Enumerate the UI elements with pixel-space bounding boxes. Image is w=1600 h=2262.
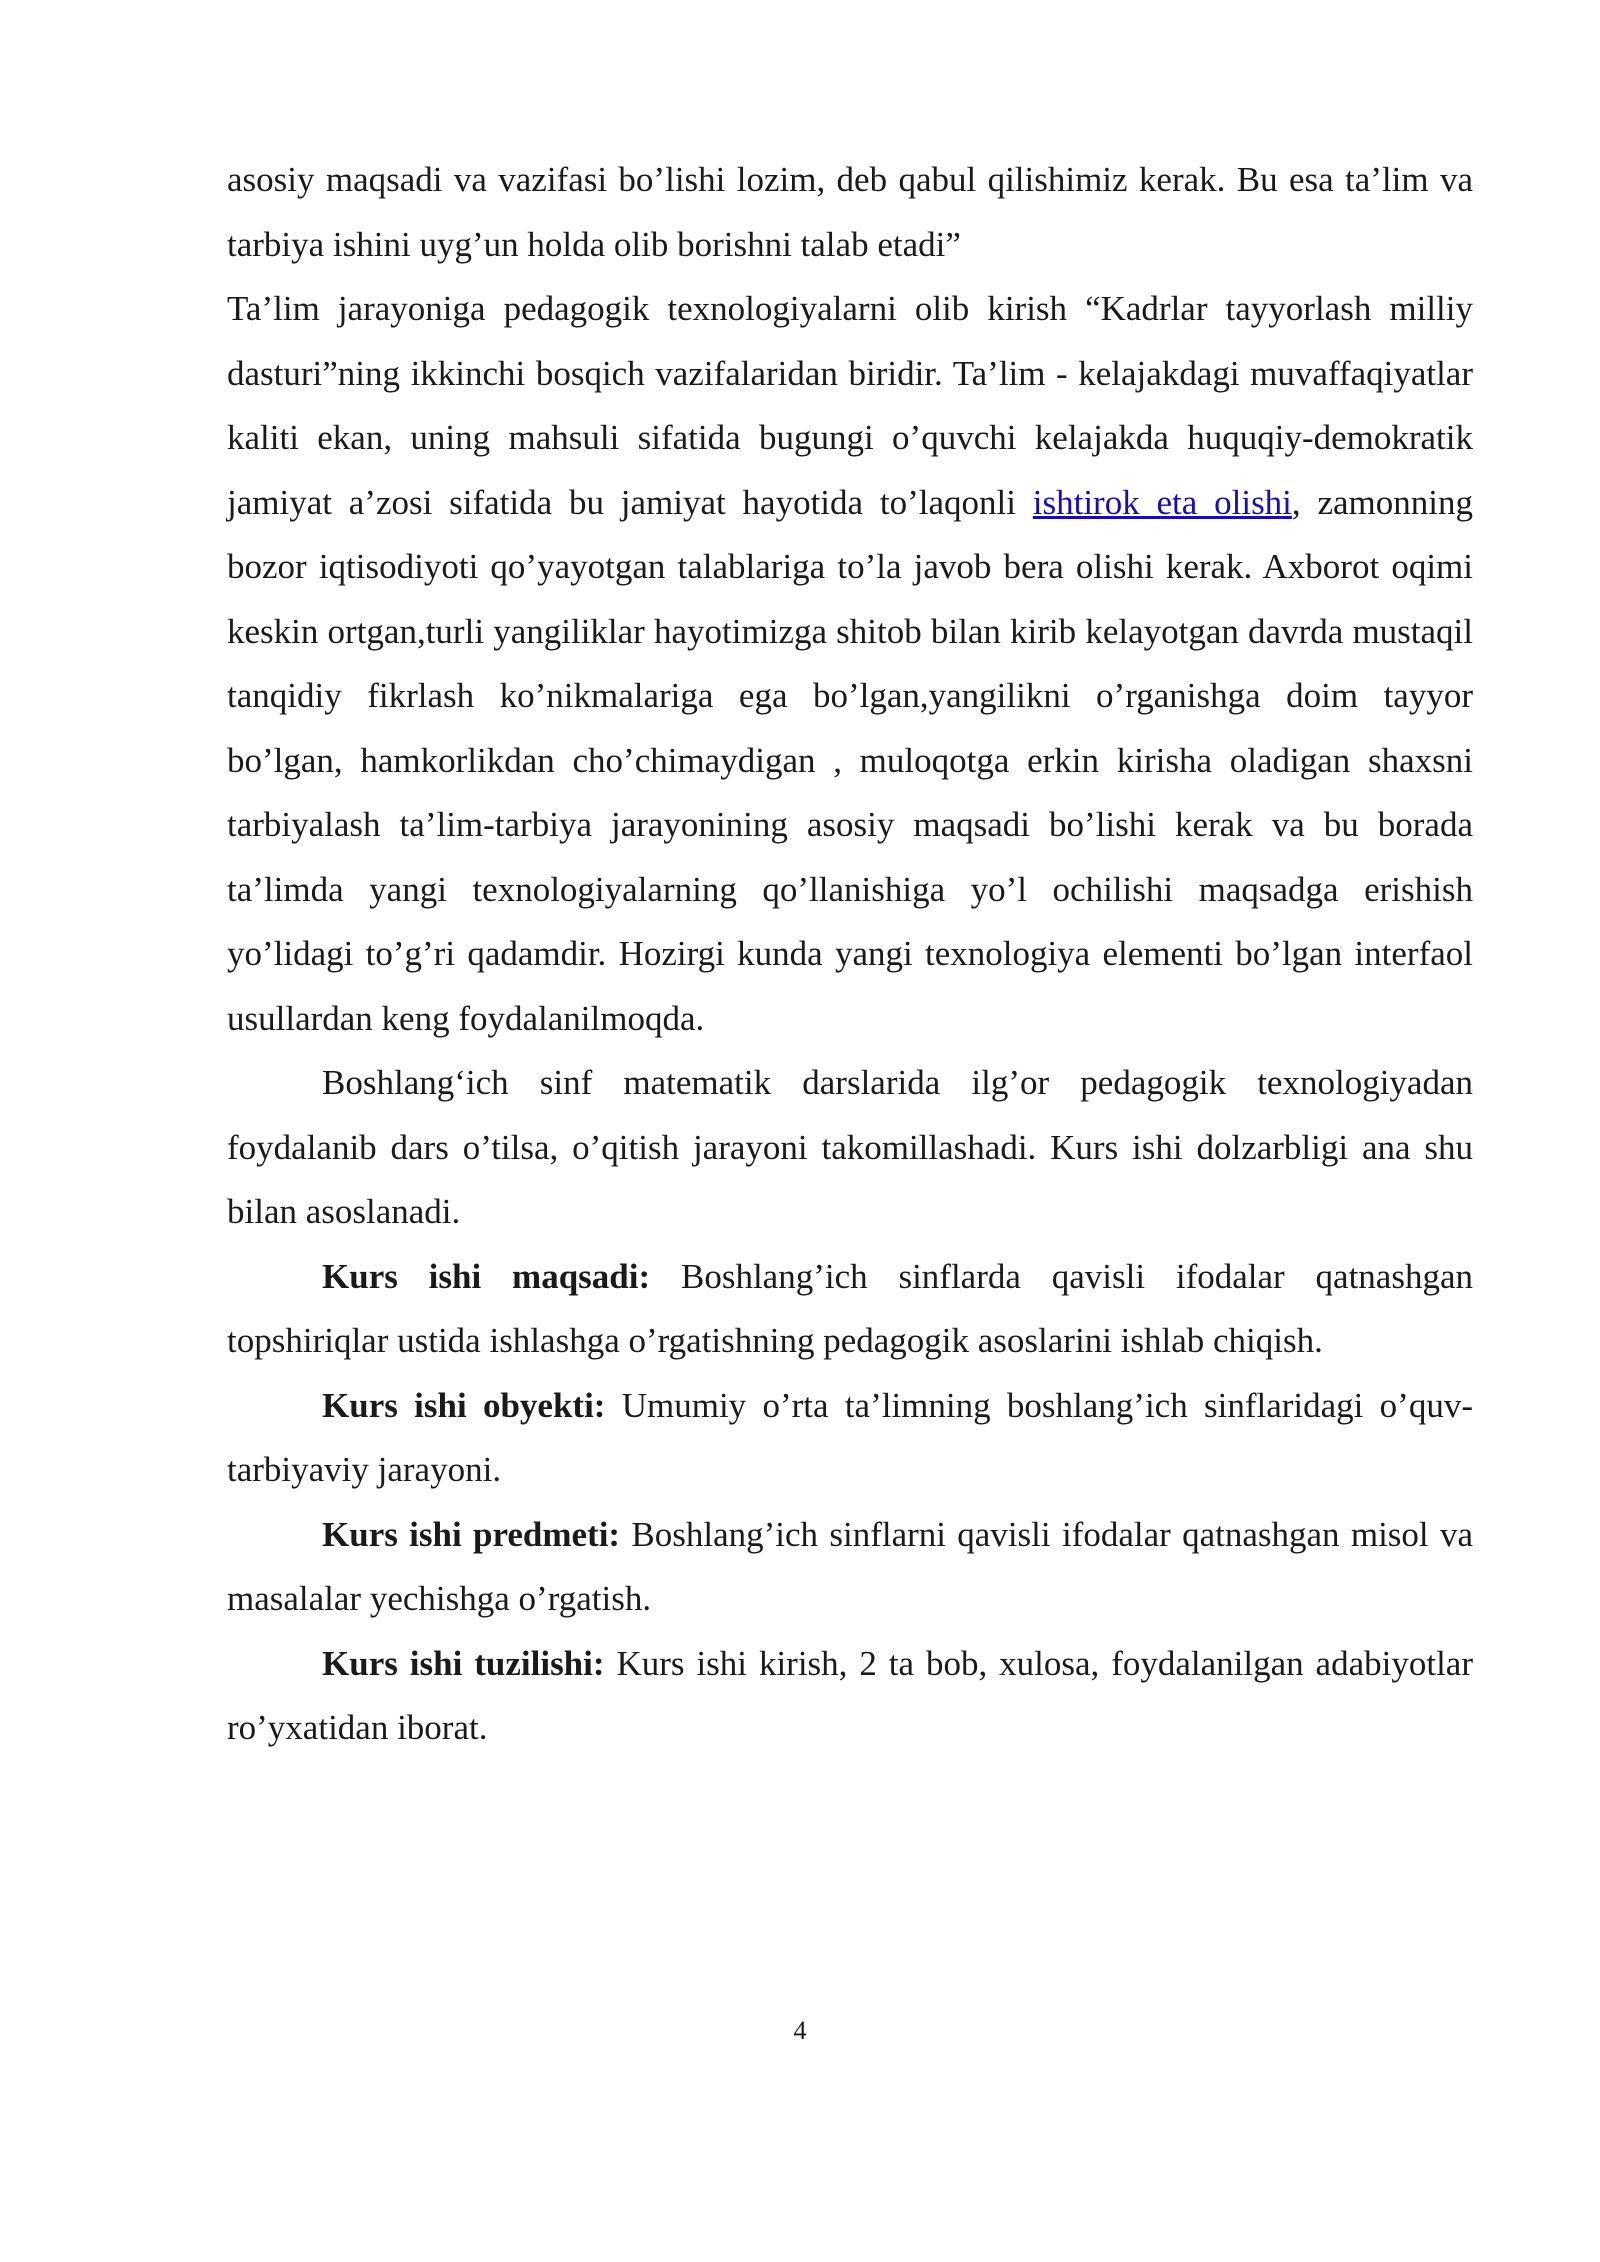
- section-object: [227, 1374, 1473, 1503]
- section-structure-label: Kurs ishi tuzilishi:: [322, 1643, 605, 1683]
- section-structure-text: Kurs ishi kirish, 2 ta bob, xulosa, foydalanilgan adabiyotlar ro’yxatidan iborat.: [227, 1643, 1473, 1747]
- paragraph-text-before-link: Ta’lim jarayoniga pedagogik texnologiyalarni olib kirish “Kadrlar tayyorlash milliy dasturi”ning ikkinchi bosqich vazifalaridan biridir. Ta’lim - kelajakdagi muvaffaqiyatlar kaliti ekan, uning mahsuli sifatida bugungi o’quvchi kelajakda huquqiy-demokratik jamiyat a’zosi sifatida bu jamiyat hayotida to’laqonli: [227, 289, 1473, 522]
- section-subject-text: Boshlang’ich sinflarni qavisli ifodalar qatnashgan misol va masalalar yechishga o’rgatish.: [227, 1514, 1473, 1618]
- paragraph-intro-continuation: asosiy maqsadi va vazifasi bo’lishi lozim, deb qabul qilishimiz kerak. Bu esa ta’lim va tarbiya ishini uyg’un holda olib borishni talab etadi”: [227, 160, 1473, 264]
- document-page: [227, 148, 1473, 1761]
- paragraph-pedagogical-technologies: [227, 277, 1473, 1051]
- paragraph-text-after-link: , zamonning bozor iqtisodiyoti qo’yayotgan talablariga to’la javob bera olishi kerak. Axborot oqimi keskin ortgan,turli yangiliklar hayotimizga shitob bilan kirib kelayotgan davrda mustaqil tanqidiy fikrlash ko’nikmalariga ega bo’lgan,yangilikni o’rganishga doim tayyor bo’lgan, hamkorlikdan cho’chimaydigan , muloqotga erkin kirisha oladigan shaxsni tarbiyalash ta’lim-tarbiya jarayonining asosiy maqsadi bo’lishi kerak va bu borada ta’limda yangi texnologiyalarning qo’llanishiga yo’l ochilishi maqsadga erishish yo’lidagi to’g’ri qadamdir. Hozirgi kunda yangi texnologiya elementi bo’lgan interfaol usullardan keng foydalanilmoqda.: [227, 482, 1473, 1038]
- section-subject-label: Kurs ishi predmeti:: [322, 1514, 621, 1554]
- section-subject: [227, 1503, 1473, 1632]
- page-number: 4: [793, 2016, 807, 2045]
- hyperlink-ishtirok-eta-olishi[interactable]: ishtirok eta olishi: [1032, 482, 1292, 522]
- section-goal: [227, 1245, 1473, 1374]
- section-goal-label: Kurs ishi maqsadi:: [322, 1256, 651, 1296]
- section-structure: [227, 1632, 1473, 1761]
- section-goal-text: Boshlang’ich sinflarda qavisli ifodalar qatnashgan topshiriqlar ustida ishlashga o’rgatishning pedagogik asoslarini ishlab chiqish.: [227, 1256, 1473, 1360]
- paragraph-relevance: Boshlang‘ich sinf matematik darslarida ilg’or pedagogik texnologiyadan foydalanib dars o’tilsa, o’qitish jarayoni takomillashadi. Kurs ishi dolzarbligi ana shu bilan asoslanadi.: [227, 1063, 1473, 1231]
- section-object-label: Kurs ishi obyekti:: [322, 1385, 606, 1425]
- section-object-text: Umumiy o’rta ta’limning boshlang’ich sinflaridagi o’quv-tarbiyaviy jarayoni.: [227, 1385, 1473, 1489]
